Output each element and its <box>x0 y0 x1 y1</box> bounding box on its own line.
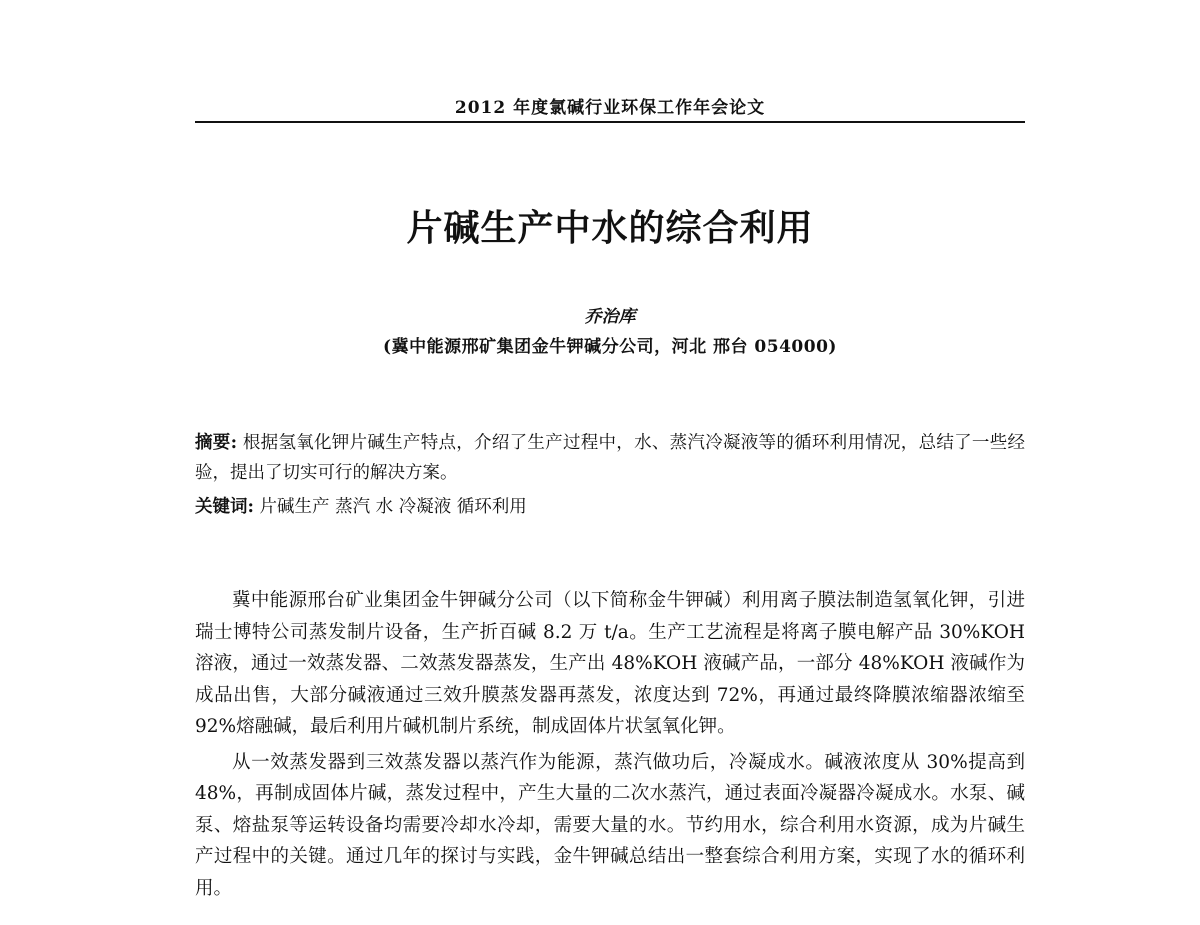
body-text <box>195 585 1025 904</box>
keywords-text: 片碱生产 蒸汽 水 冷凝液 循环利用 <box>253 497 527 517</box>
author-affiliation: (冀中能源邢矿集团金牛钾碱分公司，河北 邢台 054000) <box>383 337 837 357</box>
abstract <box>195 428 1025 488</box>
running-header: 2012 年度氯碱行业环保工作年会论文 <box>454 98 766 118</box>
body-paragraph: 冀中能源邢台矿业集团金牛钾碱分公司（以下简称金牛钾碱）利用离子膜法制造氢氧化钾，引进瑞士博特公司蒸发制片设备，生产折百碱 8.2 万 t/a。生产工艺流程是将离子膜电解产品 30%KOH 溶液，通过一效蒸发器、二效蒸发器蒸发，生产出 48%KOH 液碱产品，一部分 48%KOH 液碱作为成品出售，大部分碱液通过三效升膜蒸发器再蒸发，浓度达到 72%，再通过最终降膜浓缩器浓缩至 92%熔融碱，最后利用片碱机制片系统，制成固体片状氢氧化钾。 <box>195 590 1025 737</box>
keywords <box>195 492 1025 522</box>
header-rule <box>195 121 1025 123</box>
keywords-label: 关键词: <box>195 497 254 517</box>
abstract-label: 摘要: <box>195 433 238 453</box>
body-paragraph: 从一效蒸发器到三效蒸发器以蒸汽作为能源，蒸汽做功后，冷凝成水。碱液浓度从 30%提高到 48%，再制成固体片碱，蒸发过程中，产生大量的二次水蒸汽，通过表面冷凝器冷凝成水。水泵、碱泵、熔盐泵等运转设备均需要冷却水冷却，需要大量的水。节约用水，综合利用水资源，成为片碱生产过程中的关键。通过几年的探讨与实践，金牛钾碱总结出一整套综合利用方案，实现了水的循环利用。 <box>195 751 1025 899</box>
abstract-text: 根据氢氧化钾片碱生产特点，介绍了生产过程中，水、蒸汽冷凝液等的循环利用情况，总结了一些经验，提出了切实可行的解决方案。 <box>195 433 1025 483</box>
paper-title: 片碱生产中水的综合利用 <box>406 207 814 249</box>
author-name: 乔治库 <box>584 307 636 327</box>
